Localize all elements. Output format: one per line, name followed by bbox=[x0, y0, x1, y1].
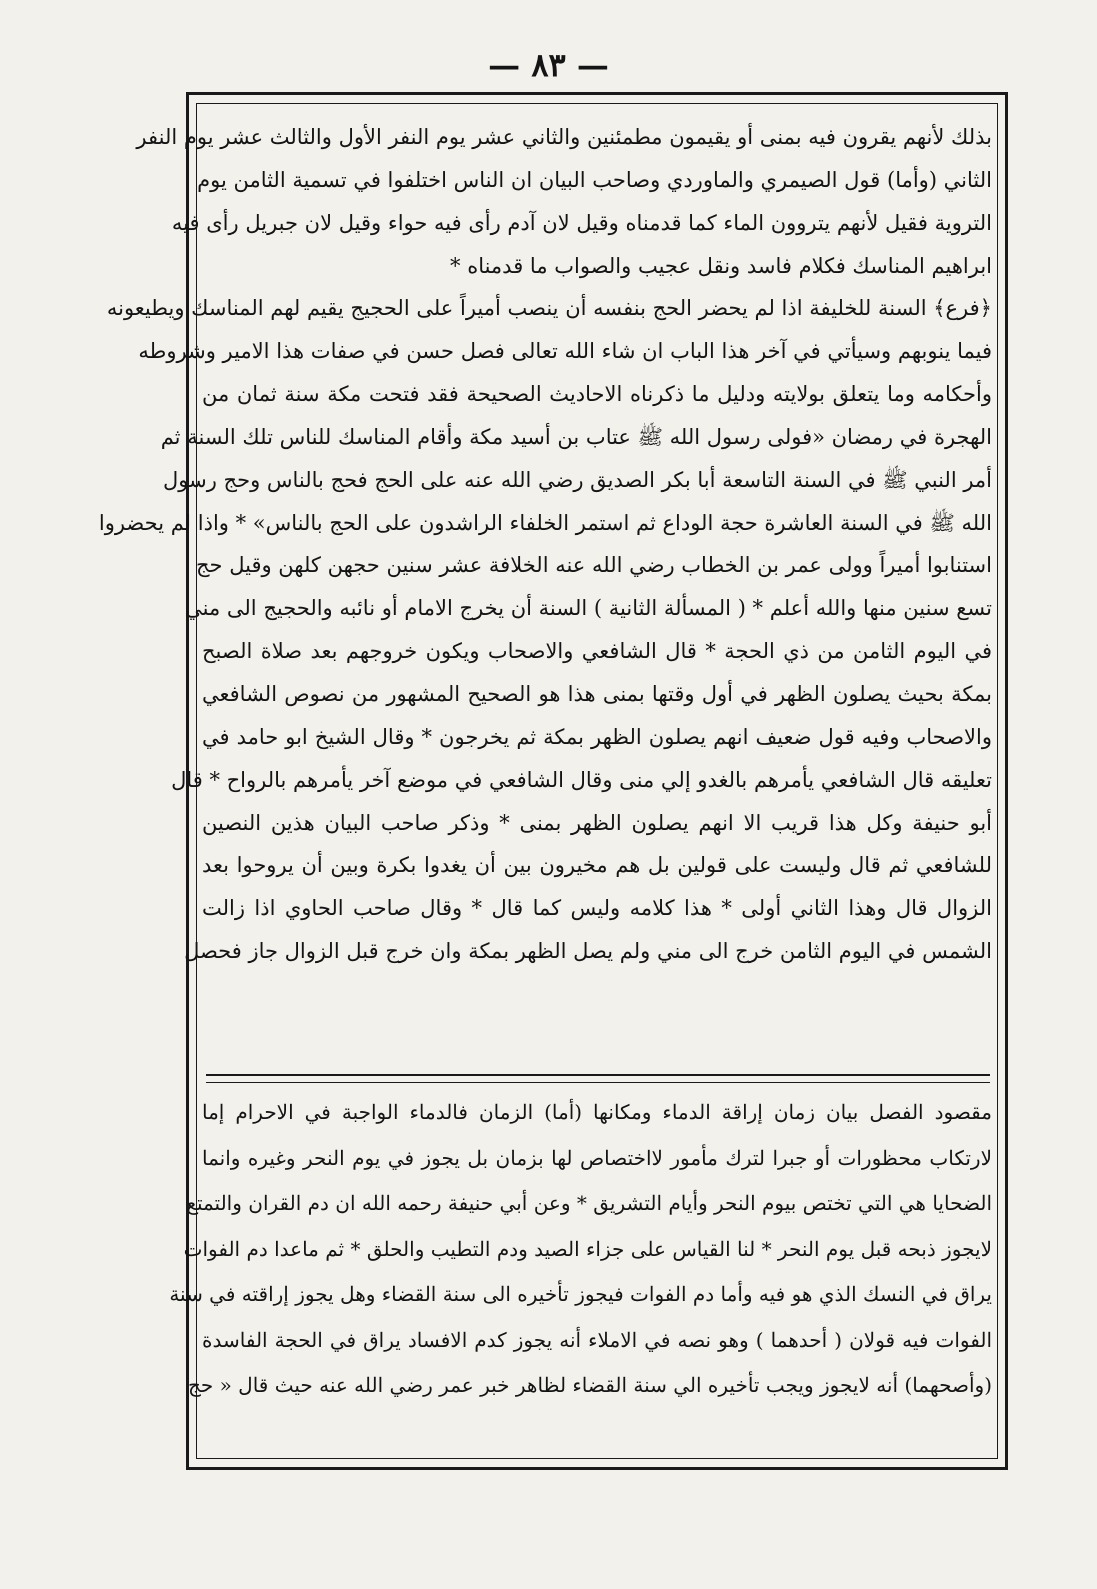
main-text-line: وأحكامه وما يتعلق بولايته ودليل ما ذكرناه الاحاديث الصحيحة فقد فتحت مكة سنة ثمان من bbox=[202, 382, 992, 407]
main-text-line: تعليقه قال الشافعي يأمرهم بالغدو إلي منى وقال الشافعي في موضع آخر يأمرهم بالرواح * قال bbox=[171, 767, 992, 792]
main-text-line: ابراهيم المناسك فكلام فاسد ونقل عجيب والصواب ما قدمناه * bbox=[450, 253, 992, 278]
footnote-separator bbox=[206, 1074, 990, 1083]
main-text-line: تسع سنين منها والله أعلم * ( المسألة الثانية ) السنة أن يخرج الامام أو نائبه والحجيج الى مني bbox=[185, 596, 992, 621]
main-text-line: والاصحاب وفيه قول ضعيف انهم يصلون الظهر بمكة ثم يخرجون * وقال الشيخ ابو حامد في bbox=[202, 724, 992, 749]
main-text-line: الزوال قال وهذا الثاني أولى * هذا كلامه وليس كما قال * وقال صاحب الحاوي اذا زالت bbox=[202, 896, 992, 921]
page-number: — ٨٣ — bbox=[488, 46, 609, 84]
main-text-line: الشمس في اليوم الثامن خرج الى مني ولم يصل الظهر بمكة وان خرج قبل الزوال جاز فحصل bbox=[184, 939, 992, 964]
footnote-text-line: يراق في النسك الذي هو فيه وأما دم الفوات فيجوز تأخيره الى سنة القضاء وهل يجوز إراقته في سنة bbox=[169, 1282, 992, 1306]
main-text-line: ﴿فرع﴾ السنة للخليفة اذا لم يحضر الحج بنفسه أن ينصب أميراً على الحجيج يقيم لهم المناسك ويطيعونه bbox=[106, 296, 992, 321]
main-text-line: أبو حنيفة وكل هذا قريب الا انهم يصلون الظهر بمنى * وذكر صاحب البيان هذين النصين bbox=[202, 810, 992, 835]
main-text-line: في اليوم الثامن من ذي الحجة * قال الشافعي والاصحاب ويكون خروجهم بعد صلاة الصبح bbox=[202, 639, 992, 664]
main-text-line: الثاني (وأما) قول الصيمري والماوردي وصاحب البيان ان الناس اختلفوا في تسمية الثامن يوم bbox=[197, 167, 992, 192]
main-text-line: بذلك لأنهم يقرون فيه بمنى أو يقيمون مطمئنين والثاني عشر يوم النفر الأول والثالث عشر يوم النفر bbox=[136, 125, 992, 149]
main-text-line: الله ﷺ في السنة العاشرة حجة الوداع ثم استمر الخلفاء الراشدون على الحج بالناس» * واذا لم يحضروا bbox=[98, 510, 992, 535]
main-text-line: التروية فقيل لأنهم يتروون الماء كما قدمناه وقيل لان آدم رأى فيه حواء وقيل لان جبريل رأى فيه bbox=[171, 210, 992, 235]
footnote-text-line: الضحايا هي التي تختص بيوم النحر وأيام التشريق * وعن أبي حنيفة رحمه الله ان دم القران والتمتع bbox=[186, 1191, 992, 1215]
main-text bbox=[98, 116, 992, 973]
footnote-text-line: مقصود الفصل بيان زمان إراقة الدماء ومكانها (أما) الزمان فالدماء الواجبة في الاحرام إما bbox=[202, 1100, 992, 1124]
footnote-text-line: (وأصحهما) أنه لايجوز ويجب تأخيره الي سنة القضاء لظاهر خبر عمر رضي الله عنه حيث قال « حج bbox=[187, 1373, 992, 1397]
main-text-line: فيما ينوبهم وسيأتي في آخر هذا الباب ان شاء الله تعالى فصل حسن في صفات هذا الامير وشروطه bbox=[138, 339, 992, 364]
main-text-line: استنابوا أميراً وولى عمر بن الخطاب رضي الله عنه الخلافة عشر سنين حجهن كلهن وقيل حج bbox=[195, 553, 992, 578]
footnote-text-line: لارتكاب محظورات أو جبرا لترك مأمور لااختصاص لها بزمان بل يجوز في يوم النحر وغيره وانما bbox=[202, 1145, 992, 1170]
footnote-text bbox=[169, 1090, 992, 1409]
main-text-line: بمكة بحيث يصلون الظهر في أول وقتها بمنى هذا هو الصحيح المشهور من نصوص الشافعي bbox=[202, 681, 992, 706]
footnote-text-line: لايجوز ذبحه قبل يوم النحر * لنا القياس على جزاء الصيد ودم التطيب والحلق * ثم ماعدا دم الفوات bbox=[183, 1236, 992, 1261]
main-text-line: أمر النبي ﷺ في السنة التاسعة أبا بكر الصديق رضي الله عنه على الحج فحج بالناس وحج رسول bbox=[163, 467, 992, 492]
main-text-line: الهجرة في رمضان «فولى رسول الله ﷺ عتاب بن أسيد مكة وأقام المناسك للناس تلك السنة ثم bbox=[160, 424, 992, 449]
main-text-line: للشافعي ثم قال وليست على قولين بل هم مخيرون بين أن يغدوا بكرة وبين أن يروحوا بعد bbox=[202, 853, 992, 878]
footnote-text-line: الفوات فيه قولان ( أحدهما ) وهو نصه في الاملاء أنه يجوز كدم الافساد يراق في الحجة الفاسدة bbox=[202, 1327, 992, 1352]
